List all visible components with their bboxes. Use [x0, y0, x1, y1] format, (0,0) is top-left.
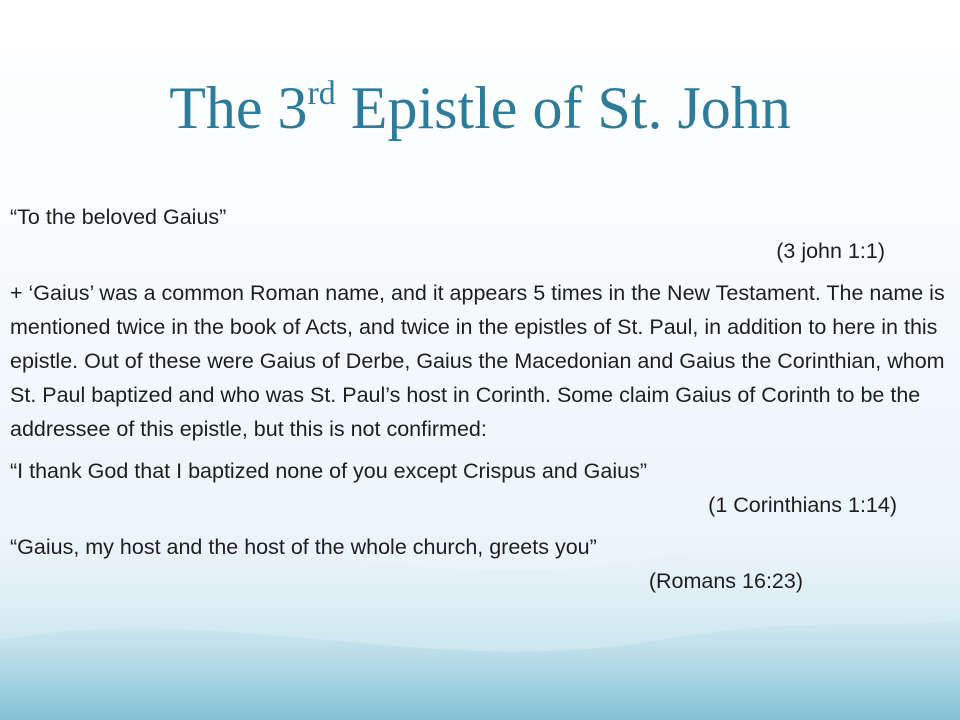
body-paragraph: + ‘Gaius’ was a common Roman name, and it appears 5 times in the New Testament. The name is mentioned twice in the book of Acts, and twice in the epistles of St. Paul, in addition to here in this epistle. Out of these were Gaius of Derbe, Gaius the Macedonian and Gaius the Corinthian, whom St. Paul baptized and who was St. Paul’s host in Corinth. Some claim Gaius of Corinth to be the addressee of this epistle, but this is not confirmed: [10, 281, 945, 441]
quote-2-text: “I thank God that I baptized none of you except Crispus and Gaius” [10, 459, 648, 483]
title-prefix: The 3 [169, 75, 308, 141]
title-superscript: rd [307, 75, 336, 112]
slide-title [0, 75, 960, 141]
quote-2-citation: (1 Corinthians 1:14) [708, 493, 897, 517]
quote-1-citation: (3 john 1:1) [776, 239, 885, 263]
quote-3-citation: (Romans 16:23) [648, 569, 803, 593]
quote-1-text: “To the beloved Gaius” [10, 205, 227, 229]
title-suffix: Epistle of St. John [335, 75, 791, 141]
quote-3-text: “Gaius, my host and the host of the whole church, greets you” [10, 535, 597, 559]
slide-body [10, 200, 955, 598]
